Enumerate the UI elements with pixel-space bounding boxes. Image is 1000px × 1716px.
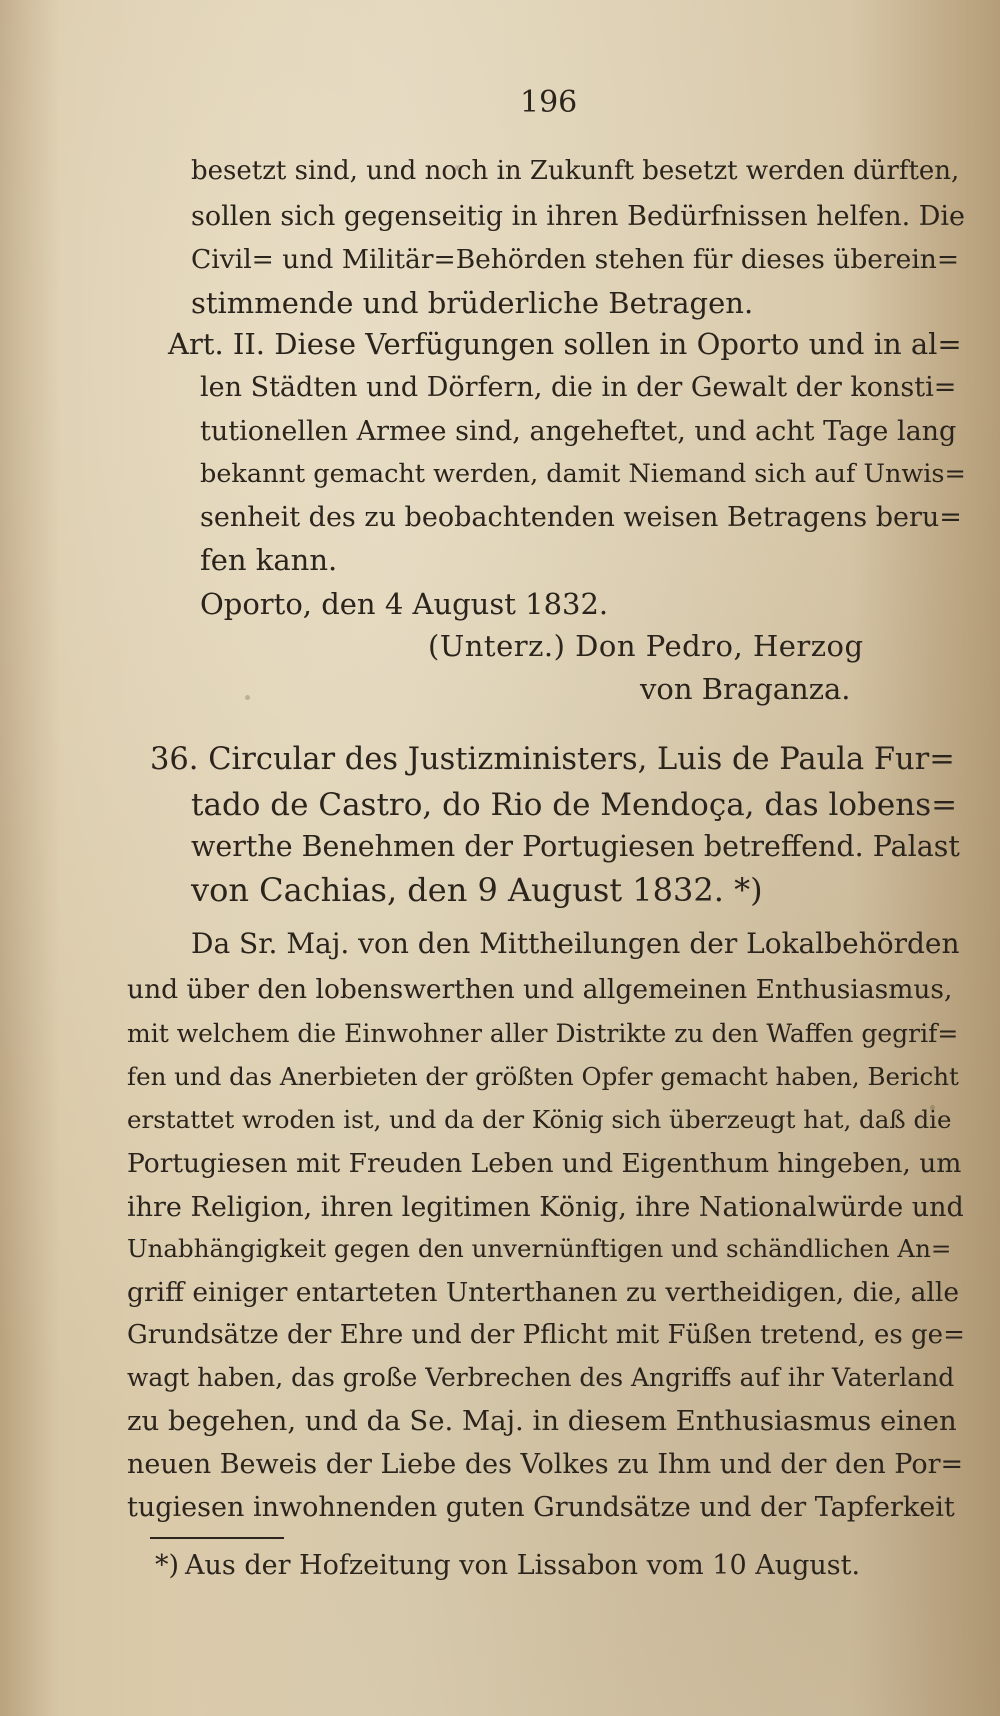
text-line: sollen sich gegenseitig in ihren Bedürfnissen helfen. Die <box>191 201 966 232</box>
text-line: senheit des zu beobachtenden weisen Betragens beru= <box>200 502 962 533</box>
paragraph-line: ihre Religion, ihren legitimen König, ihre Nationalwürde und <box>127 1192 964 1223</box>
paragraph-line: fen und das Anerbieten der größten Opfer gemacht haben, Bericht <box>127 1062 959 1091</box>
text-line: besetzt sind, und noch in Zukunft besetzt werden dürften, <box>191 156 960 186</box>
paragraph-line: tugiesen inwohnenden guten Grundsätze und der Tapferkeit <box>127 1492 955 1523</box>
place-date: Oporto, den 4 August 1832. <box>200 587 609 621</box>
paragraph-line: Grundsätze der Ehre und der Pflicht mit Füßen tretend, es ge= <box>127 1320 965 1350</box>
paragraph-line: zu begehen, und da Se. Maj. in diesem Enthusiasmus einen <box>127 1405 957 1437</box>
footnote-text: Aus der Hofzeitung von Lissabon vom 10 August. <box>185 1550 861 1581</box>
paragraph-line: Unabhängigkeit gegen den unvernünftigen und schändlichen An= <box>127 1234 952 1263</box>
article-heading: Art. II. Diese Verfügungen sollen in Oporto und in al= <box>168 327 962 361</box>
paragraph-line: Da Sr. Maj. von den Mittheilungen der Lokalbehörden <box>191 927 960 960</box>
paragraph-line: griff einiger entarteten Unterthanen zu vertheidigen, die, alle <box>127 1277 960 1308</box>
text-line: len Städten und Dörfern, die in der Gewalt der konsti= <box>200 372 957 403</box>
section-heading: 36. Circular des Justizministers, Luis de Paula Fur= <box>150 742 955 777</box>
paragraph-line: erstattet wroden ist, und da der König sich überzeugt hat, daß die <box>127 1105 952 1134</box>
section-heading: tado de Castro, do Rio de Mendoça, das lobens= <box>191 787 958 823</box>
text-line: fen kann. <box>200 543 338 577</box>
text-line: stimmende und brüderliche Betragen. <box>191 286 754 320</box>
paper-stain <box>245 695 250 700</box>
text-line: Civil= und Militär=Behörden stehen für dieses überein= <box>191 244 960 275</box>
paragraph-line: und über den lobenswerthen und allgemeinen Enthusiasmus, <box>127 974 953 1005</box>
paragraph-line: mit welchem die Einwohner aller Distrikte zu den Waffen gegrif= <box>127 1019 959 1048</box>
paragraph-line: wagt haben, das große Verbrechen des Angriffs auf ihr Vaterland <box>127 1363 955 1392</box>
section-heading: von Cachias, den 9 August 1832. *) <box>191 871 763 909</box>
section-heading: werthe Benehmen der Portugiesen betreffend. Palast <box>191 830 960 863</box>
signature-title: von Braganza. <box>640 672 851 706</box>
footnote-marker: *) <box>155 1550 180 1581</box>
signature: (Unterz.) Don Pedro, Herzog <box>428 629 864 663</box>
text-line: tutionellen Armee sind, angeheftet, und acht Tage lang <box>200 416 957 447</box>
page-number: 196 <box>520 85 578 120</box>
paragraph-line: Portugiesen mit Freuden Leben und Eigenthum hingeben, um <box>127 1148 962 1179</box>
text-line: bekannt gemacht werden, damit Niemand sich auf Unwis= <box>200 459 966 489</box>
footnote <box>155 1552 860 1579</box>
paragraph-line: neuen Beweis der Liebe des Volkes zu Ihm und der den Por= <box>127 1449 964 1480</box>
footnote-rule <box>150 1537 284 1539</box>
